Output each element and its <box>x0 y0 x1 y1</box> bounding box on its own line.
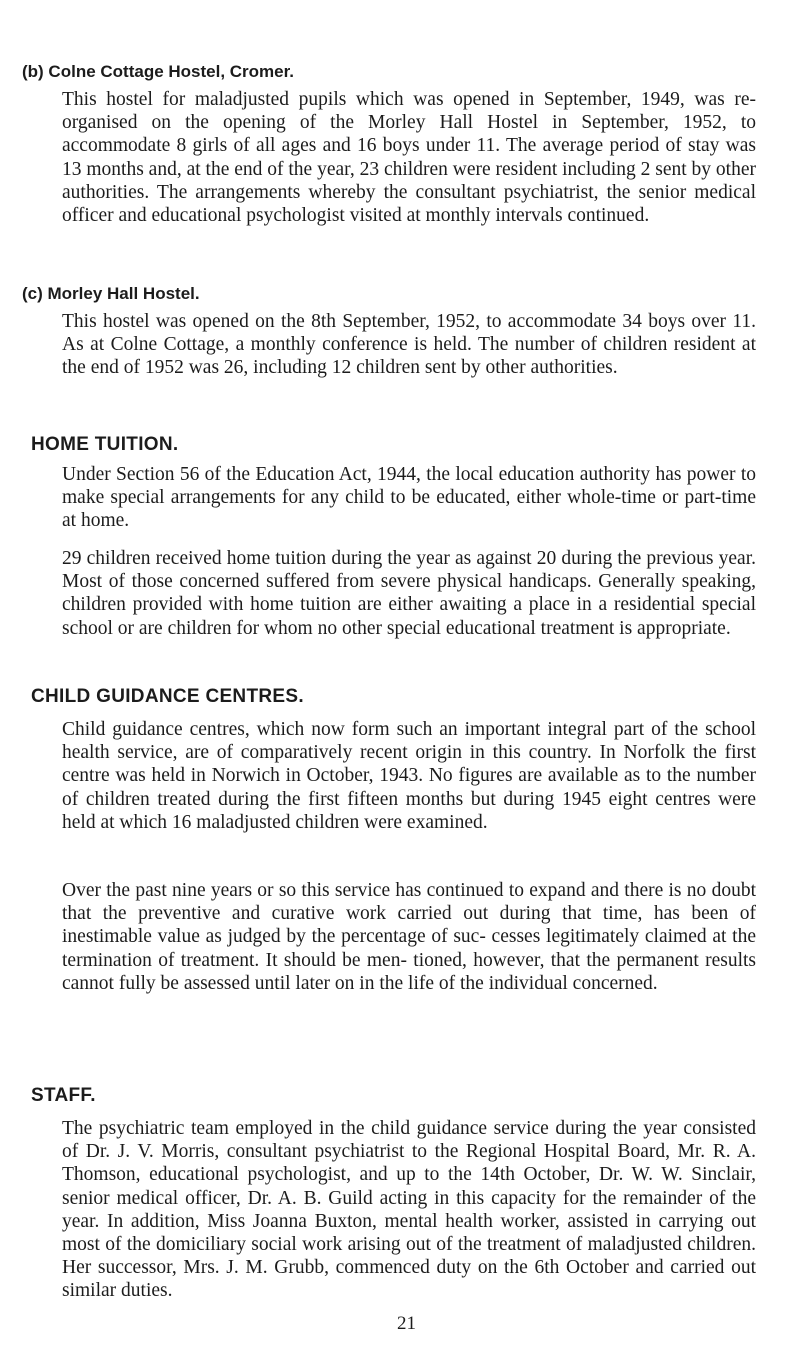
staff-paragraph: The psychiatric team employed in the child guidance service during the year consisted of Dr. J. V. Morris, consultant psychiatrist to the Regional Hospital Board, Mr. R. A. Thomson, educational psychologist, and up to the 14th October, Dr. W. W. Sinclair, senior medical officer, Dr. A. B. Guild acting in this capacity for the remainder of the year. In addition, Miss Joanna Buxton, mental health worker, assisted in carrying out most of the domiciliary social work arising out of the treatment of maladjusted children. Her successor, Mrs. J. M. Grubb, commenced duty on the 6th October and carried out similar duties. <box>62 1118 756 1302</box>
home-tuition-heading: HOME TUITION. <box>31 434 179 455</box>
child-guidance-heading: CHILD GUIDANCE CENTRES. <box>31 686 304 707</box>
morley-hall-heading: (c) Morley Hall Hostel. <box>22 284 200 303</box>
home-tuition-paragraph-2: 29 children received home tuition during the year as against 20 during the previous year. Most of those concerned suffered from severe physical handicaps. Generally speaking, children provided with home tuition are either awaiting a place in a residential special school or are children for whom no other special educational treatment is appropriate. <box>62 548 756 639</box>
child-guidance-paragraph-2: Over the past nine years or so this service has continued to expand and there is no doubt that the preventive and curative work carried out during that time, has been of inestimable value as judged by the percentage of suc- cesses legitimately claimed at the termination of treatment. It should be men- tioned, however, that the permanent results cannot fully be assessed until later on in the life of the individual concerned. <box>62 880 756 994</box>
home-tuition-paragraph-1: Under Section 56 of the Education Act, 1944, the local education authority has power to make special arrangements for any child to be educated, either whole-time or part-time at home. <box>62 464 756 532</box>
page-number: 21 <box>397 1313 416 1334</box>
colne-cottage-paragraph: This hostel for maladjusted pupils which was opened in September, 1949, was re-organised on the opening of the Morley Hall Hostel in September, 1952, to accommodate 8 girls of all ages and 16 boys under 11. The average period of stay was 13 months and, at the end of the year, 23 children were resident including 2 sent by other authorities. The arrangements whereby the consultant psychiatrist, the senior medical officer and educational psychologist visited at monthly intervals continued. <box>62 89 756 227</box>
child-guidance-paragraph-1: Child guidance centres, which now form such an important integral part of the school health service, are of comparatively recent origin in this country. In Norfolk the first centre was held in Norwich in October, 1943. No figures are available as to the number of children treated during the first fifteen months but during 1945 eight centres were held at which 16 maladjusted children were examined. <box>62 719 756 833</box>
staff-heading: STAFF. <box>31 1085 96 1106</box>
morley-hall-paragraph: This hostel was opened on the 8th September, 1952, to accommodate 34 boys over 11. As at Colne Cottage, a monthly conference is held. The number of children resident at the end of 1952 was 26, including 12 children sent by other authorities. <box>62 311 756 379</box>
colne-cottage-heading: (b) Colne Cottage Hostel, Cromer. <box>22 62 295 81</box>
